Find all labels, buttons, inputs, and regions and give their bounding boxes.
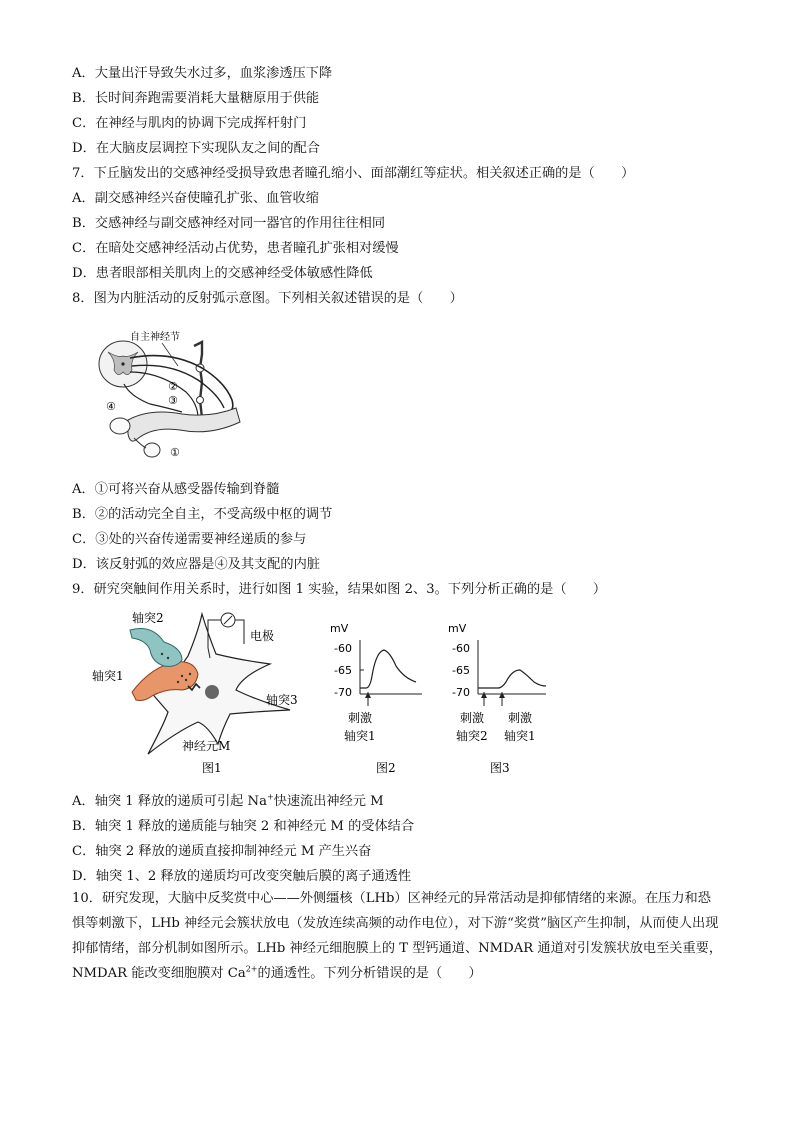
- q8-stem: 8．图为内脏活动的反射弧示意图。下列相关叙述错误的是（ ）: [72, 291, 463, 306]
- fig3-stim-b-axon: 轴突1: [504, 729, 536, 743]
- marker-2: ②: [168, 380, 178, 393]
- marker-4: ④: [106, 400, 116, 413]
- q9-figure-1: [90, 604, 310, 779]
- q8-option-b: B．②的活动完全自主，不受高级中枢的调节: [72, 507, 333, 522]
- q8-reflex-arc-figure: [90, 322, 250, 472]
- fig2-tick-70: -70: [334, 686, 352, 699]
- fig3-tick-60: -60: [452, 642, 470, 655]
- q8-option-c: C．③处的兴奋传递需要神经递质的参与: [72, 532, 307, 547]
- q9-figure-2: [326, 618, 426, 778]
- q7-option-d: D．患者眼部相关肌肉上的交感神经受体敏感性降低: [72, 266, 373, 281]
- q7-option-c: C．在暗处交感神经活动占优势，患者瞳孔扩张相对缓慢: [72, 241, 399, 256]
- q9-option-b: B．轴突 1 释放的递质能与轴突 2 和神经元 M 的受体结合: [72, 819, 415, 834]
- fig3-potential-curve: [478, 670, 546, 688]
- fig3-tick-65: -65: [452, 664, 470, 677]
- fig2-tick-60: -60: [334, 642, 352, 655]
- q8-option-a: A．①可将兴奋从感受器传输到脊髓: [72, 482, 280, 497]
- fig3-stim-a-axon: 轴突2: [456, 729, 488, 743]
- q6-option-a: A．大量出汗导致失水过多，血浆渗透压下降: [72, 66, 333, 81]
- figure-2-caption: 图2: [376, 761, 396, 775]
- fig2-potential-curve: [360, 650, 416, 688]
- q10-paragraph: 10．研究发现，大脑中反奖赏中心——外侧缰核（LHb）区神经元的异常活动是抑郁情绪的来源。在压力和恐惧等刺激下，LHb 神经元会簇状放电（发放连续高频的动作电位），对下游“奖赏”脑区产生抑制，从而使人出现抑郁情绪，部分机制如图所示。LHb 神经元细胞膜上的 T 型钙通道、NMDAR 通道对引发簇状放电至关重要，NMDAR 能改变细胞膜对 $Ca^{2+}$的通透性。下列分析错误的是（ ）: [72, 891, 723, 981]
- fig2-stim-text: 刺激: [348, 711, 373, 725]
- fig2-unit: mV: [330, 622, 349, 635]
- q9-option-c: C．轴突 2 释放的递质直接抑制神经元 M 产生兴奋: [72, 844, 372, 859]
- axon-3-label: 轴突3: [266, 693, 298, 707]
- axon-2-label: 轴突2: [132, 611, 164, 625]
- q9-option-d: D．轴突 1、2 释放的递质均可改变突触后膜的离子通透性: [72, 869, 412, 884]
- spinal-cord-section: [99, 341, 147, 387]
- q7-stem: 7．下丘脑发出的交感神经受损导致患者瞳孔缩小、面部潮红等症状。相关叙述正确的是（ ）: [72, 166, 635, 181]
- q9-stem: 9．研究突触间作用关系时，进行如图 1 实验，结果如图 2、3。下列分析正确的是（ ）: [72, 582, 607, 597]
- fig3-stim-b-text: 刺激: [508, 711, 533, 725]
- axon-2: [130, 629, 182, 667]
- ganglion-label: 自主神经节: [130, 332, 180, 343]
- electrode-label: 电极: [250, 629, 275, 643]
- fig2-tick-65: -65: [334, 664, 352, 677]
- marker-1: ①: [170, 446, 180, 459]
- fig2-stim-axon: 轴突1: [344, 729, 376, 743]
- figure-1-caption: 图1: [202, 761, 222, 775]
- fig3-tick-70: -70: [452, 686, 470, 699]
- q6-option-c: C．在神经与肌肉的协调下完成挥杆射门: [72, 116, 307, 131]
- q9-option-a: A．轴突 1 释放的递质可引起 Na+快速流出神经元 M: [72, 792, 384, 809]
- neuron-m-label: 神经元M: [182, 739, 231, 753]
- fig3-unit: mV: [448, 622, 467, 635]
- marker-3: ③: [168, 394, 178, 407]
- q9-figure-3: [446, 618, 556, 778]
- q6-option-d: D．在大脑皮层调控下实现队友之间的配合: [72, 141, 320, 156]
- axon-1-label: 轴突1: [92, 669, 124, 683]
- fig3-stim-a-text: 刺激: [460, 711, 485, 725]
- q8-option-d: D．该反射弧的效应器是④及其支配的内脏: [72, 557, 320, 572]
- q6-option-b: B．长时间奔跑需要消耗大量糖原用于供能: [72, 91, 320, 106]
- q7-option-b: B．交感神经与副交感神经对同一器官的作用往往相同: [72, 216, 386, 231]
- q7-option-a: A．副交感神经兴奋使瞳孔扩张、血管收缩: [72, 191, 319, 206]
- figure-3-caption: 图3: [490, 761, 510, 775]
